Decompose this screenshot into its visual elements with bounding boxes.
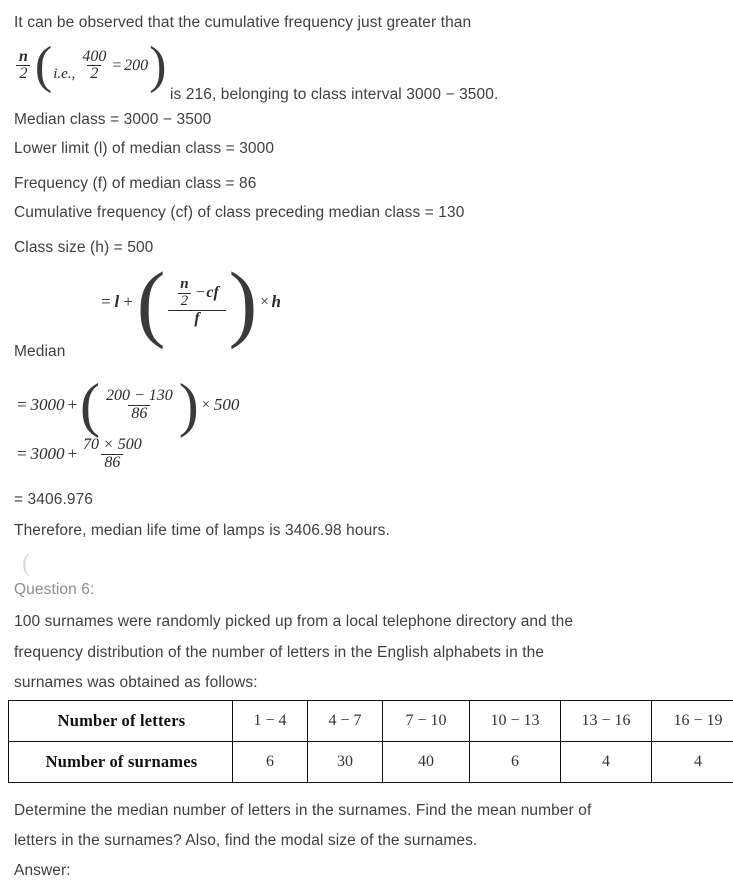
close-paren-icon: ) (178, 372, 199, 438)
task-line-2: letters in the surnames? Also, find the modal size of the surnames. (14, 832, 478, 849)
median-formula-main-fraction: $\frac{n}{2}$ − cf f (168, 277, 225, 327)
open-paren-icon: ( (34, 37, 53, 94)
table-cell-category-5: 16 − 19 (652, 701, 733, 742)
frequency-distribution-table (8, 700, 733, 783)
table-cell-category-4: 13 − 16 (561, 701, 652, 742)
task-line-1: Determine the median number of letters in the surnames. Find the mean number of (14, 802, 592, 819)
table-cell-category-0: 1 − 4 (233, 701, 308, 742)
400-over-2-fraction: $\frac{400}{2}$ (82, 47, 107, 83)
row-header-number-of-surnames: Number of surnames (9, 742, 233, 783)
median-step-3: = 3406.976 (14, 491, 94, 508)
table-cell-value-1: 30 (308, 742, 383, 783)
open-paren-icon: ( (79, 372, 100, 438)
question-body-line-2: frequency distribution of the number of letters in the English alphabets in the (14, 644, 545, 661)
close-paren-icon: ) (228, 254, 258, 350)
n-over-2-fraction: $\frac{n}{2}$ (16, 49, 31, 84)
row-header-number-of-letters: Number of letters (9, 701, 233, 742)
fact-class-size: Class size (h) = 500 (14, 239, 154, 256)
half-n-tail-text: is 216, belonging to class interval 3000 − 3500. (170, 86, 499, 103)
question-heading: Question 6: (14, 581, 95, 598)
table-cell-category-3: 10 − 13 (470, 701, 561, 742)
median-step-2: = 3000 + $\frac{70 \times 500}{86}$ (16, 437, 147, 472)
answer-label: Answer: (14, 862, 71, 879)
median-formula: = l + ( $\frac{n}{2}$ − cf f ) × h (100, 254, 281, 350)
median-label: Median (14, 343, 66, 360)
fact-frequency: Frequency (f) of median class = 86 (14, 175, 257, 192)
table-cell-category-2: 7 − 10 (383, 701, 470, 742)
table-cell-value-0: 6 (233, 742, 308, 783)
table-row (9, 742, 733, 783)
median-conclusion: Therefore, median life time of lamps is 3406.98 hours. (14, 522, 390, 539)
table-cell-value-2: 40 (383, 742, 470, 783)
question-body-line-3: surnames was obtained as follows: (14, 674, 258, 691)
fact-median-class: Median class = 3000 − 3500 (14, 111, 212, 128)
open-paren-icon: ( (136, 254, 166, 350)
table-cell-value-3: 6 (470, 742, 561, 783)
fact-cumulative-frequency: Cumulative frequency (cf) of class preceding median class = 130 (14, 204, 465, 221)
half-n-expression: $\frac{n}{2}$ ( i.e., $\frac{400}{2}$ = 200 ) (14, 45, 167, 87)
close-paren-icon: ) (149, 37, 167, 94)
median-step-1: = 3000 + ( $\frac{200 - 130}{86}$ ) × 500 (16, 372, 240, 438)
n-over-2-fraction: $\frac{n}{2}$ (177, 277, 191, 310)
step-2-fraction: $\frac{70 \times 500}{86}$ (82, 436, 142, 471)
table-cell-category-1: 4 − 7 (308, 701, 383, 742)
fact-lower-limit: Lower limit (l) of median class = 3000 (14, 140, 275, 157)
table-cell-value-5: 4 (652, 742, 733, 783)
table-row (9, 701, 733, 742)
table-cell-value-4: 4 (561, 742, 652, 783)
scan-artifact-icon: ( (22, 548, 31, 577)
step-1-fraction: $\frac{200 - 130}{86}$ (105, 386, 173, 422)
question-body-line-1: 100 surnames were randomly picked up from a local telephone directory and the (14, 613, 574, 630)
intro-text: It can be observed that the cumulative frequency just greater than (14, 14, 472, 31)
